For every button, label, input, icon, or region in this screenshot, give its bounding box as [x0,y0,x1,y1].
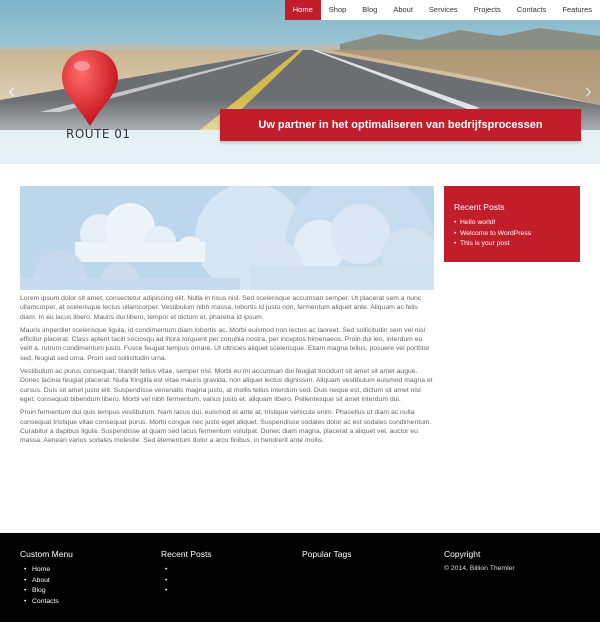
chevron-left-icon[interactable]: ‹ [8,78,16,103]
nav-shop[interactable]: Shop [321,0,355,20]
hero-banner: Uw partner in het optimaliseren van bedrijfsprocessen [220,109,581,141]
nav-about[interactable]: About [385,0,421,20]
chevron-right-icon[interactable]: › [584,78,592,103]
sidebar-post-link[interactable]: • Welcome to WordPress [454,229,570,240]
copyright-text: © 2014, Billion Themler [444,565,515,572]
post-paragraph: Vestibulum ac purus consequat, blandit tellus vitae, semper nisl. Morbi eu mi accumsan dui feugiat tincidunt sit amet sit amet augue. Donec lacinia feugiat placerat. Nulla fringilla est vitae mauris gravida, non aliquet lectus dignissim. Aliquam vestibulum euismod magna et cursus. Duis sit amet justo elit. Suspendisse venenatis magna justo, at mollis tellus interdum sed. Duis neque est, dictum sit amet nisl eget, consequat bibendum libero. Morbi vel nibh fermentum, varius justo et, aliquam libero. Pellentesque sit amet interdum dui. [20,368,433,403]
footer-recent-post-item[interactable] [161,565,291,576]
main-content [20,186,434,449]
post-body [20,294,434,445]
hero-slider [0,0,600,164]
map-pin-icon [60,48,120,128]
footer-menu-blog[interactable]: • Blog [20,586,150,597]
nav-home[interactable]: Home [285,0,321,20]
footer-recent-post-item[interactable] [161,586,291,597]
route-label: ROUTE 01 [66,127,131,141]
sidebar-recent-posts [444,186,580,262]
footer-copyright [444,549,574,572]
nav-contacts[interactable]: Contacts [509,0,555,20]
footer [0,533,600,622]
sky-clouds-image [20,186,434,290]
sidebar-title: Recent Posts [454,202,505,212]
footer-recent-posts [161,549,291,597]
nav-projects[interactable]: Projects [466,0,509,20]
post-paragraph: Lorem ipsum dolor sit amet, consectetur adipiscing elit. Nulla in risus nisl. Sed scelerisque accumsan semper. Ut placerat sem a nunc ullamcorper, at scelerisque lectus ullamcorper. Vestibulum nibh massa, lobortis id justo non, fermentum aliquet ante. Aliquam ac felis diam. In eu lacus libero. Mauris dui libero, tempor et dictum et, pharetra id ipsum. [20,295,422,321]
footer-recent-post-item[interactable] [161,576,291,587]
post-paragraph: Mauris imperdiet scelerisque ligula, id condimentum diam lobortis ac. Morbi euismod non lectus ac laoreet. Sed sollicitudin sem vel nisl efficitur placerat. Class aptent taciti sociosqu ad litora torquent per conubia nostra, per inceptos himenaeos. Proin dui leo, interdum eu velit a, rutrum condimentum justo. Fusce feugiat tempus ornare. Ut ultricies aliquet scelerisque. Etiam magna tellus, posuere vel porttitor sed, feugiat sed urna. Proin sed sollicitudin urna. [20,326,430,362]
sidebar-list [454,218,570,250]
sidebar-post-link[interactable]: • This is your post [454,239,570,250]
footer-popular-tags [302,549,432,565]
footer-menu-about[interactable]: • About [20,576,150,587]
footer-custom-menu [20,549,150,608]
nav-services[interactable]: Services [421,0,466,20]
sidebar-post-link[interactable]: • Hello world! [454,218,570,229]
nav-features[interactable]: Features [554,0,600,20]
footer-custom-menu-title: Custom Menu [20,549,73,559]
post-paragraph: Proin fermentum dui quis tempus vestibulum. Nam lacus dui, euismod et ante at, tristique vehicula enim. Phasellus ut diam ac nulla consequat tristique vitae consequat purus. Morbi congue nec justo eget aliquet. Suspendisse sodales dolor ac est sodales condimentum. Curabitur a dapibus ligula. Suspendisse at quam sed lacus fermentum volutpat. Donec diam magna, placerat a aliquet vel, auctor eu massa. Aenean varius sodales molestie. Sed elementum dolor a arcu finibus, in hendrerit ante mollis. [20,409,432,445]
nav-blog[interactable]: Blog [354,0,385,20]
top-nav [285,0,600,20]
footer-copyright-title: Copyright [444,549,481,559]
footer-popular-tags-title: Popular Tags [302,549,352,559]
footer-recent-posts-title: Recent Posts [161,549,212,559]
footer-menu-contacts[interactable]: • Contacts [20,597,150,608]
footer-menu-home[interactable]: • Home [20,565,150,576]
